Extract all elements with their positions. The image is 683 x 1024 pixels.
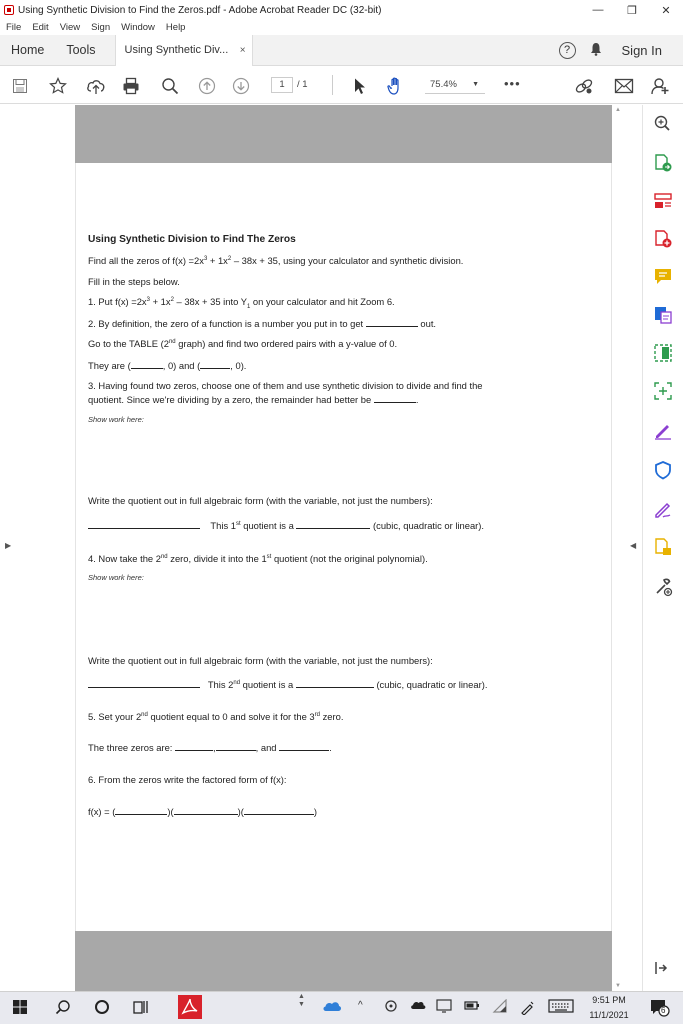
tab-bar — [0, 35, 683, 66]
page-down-icon[interactable] — [231, 76, 251, 96]
clock-date: 11/1/2021 — [589, 1010, 629, 1020]
onedrive-icon[interactable] — [322, 999, 342, 1016]
page-gap-top — [75, 105, 612, 163]
pen-tray-icon[interactable] — [520, 999, 536, 1018]
clock-time: 9:51 PM — [592, 995, 626, 1005]
task-view-icon[interactable] — [133, 999, 149, 1018]
show-work-label-2: Show work here: — [88, 573, 144, 582]
step-4-text: 4. Now take the 2nd zero, divide it into the 1st quotient (not the original polynomial). — [88, 553, 428, 564]
write-quotient-text: Write the quotient out in full algebraic form (with the variable, not just the numbers): — [88, 495, 433, 506]
page-number-input[interactable]: 1 — [271, 77, 293, 93]
edit-pdf-icon[interactable] — [653, 305, 673, 325]
tab-document[interactable] — [115, 35, 253, 66]
menu-bar — [0, 20, 683, 35]
page-total: / 1 — [297, 79, 308, 90]
organize-pages-icon[interactable] — [653, 191, 673, 211]
step-1-text: 1. Put $f(x) =2x^3 + 1x^2 - 38x + 35$ into $Y_1$ on your calculator and hit Zoom 6. — [88, 296, 395, 310]
cloud-tray-icon[interactable] — [410, 999, 426, 1014]
zoom-search-icon[interactable] — [160, 76, 180, 96]
export-pdf-icon[interactable] — [653, 153, 673, 173]
step-5-text: 5. Set your 2nd quotient equal to 0 and solve it for the 3rd zero. — [88, 711, 344, 722]
email-icon[interactable] — [614, 76, 634, 96]
factored-form-line: f(x) = ( )( )( ) — [88, 806, 317, 817]
second-quotient-line: This 2nd quotient is a (cubic, quadratic or linear). — [88, 679, 487, 690]
toolbar-divider — [332, 75, 333, 95]
share-link-icon[interactable] — [574, 76, 594, 96]
minimize-button[interactable]: — — [592, 4, 604, 16]
acrobat-taskbar-icon[interactable] — [178, 995, 202, 1022]
help-icon[interactable]: ? — [559, 42, 576, 59]
show-work-label: Show work here: — [88, 415, 144, 424]
chevron-up-icon[interactable]: ^ — [358, 1000, 363, 1011]
step-6-text: 6. From the zeros write the factored form of f(x): — [88, 774, 287, 785]
select-cursor-icon[interactable] — [350, 76, 370, 96]
write-quotient-text-2: Write the quotient out in full algebraic form (with the variable, not just the numbers): — [88, 655, 433, 666]
close-window-button[interactable]: ✕ — [661, 4, 671, 17]
cloud-upload-icon[interactable] — [86, 76, 106, 96]
window-title: Using Synthetic Division to Find the Zeros.pdf - Adobe Acrobat Reader DC (32-bit) — [18, 4, 382, 16]
wifi-icon[interactable] — [492, 999, 508, 1016]
fill-sign-icon[interactable] — [653, 420, 673, 440]
menu-edit[interactable]: Edit — [32, 22, 49, 33]
scan-icon[interactable] — [653, 381, 673, 401]
notification-count: 6 — [661, 1006, 666, 1015]
search-icon[interactable] — [55, 999, 71, 1018]
menu-help[interactable]: Help — [165, 22, 186, 33]
document-heading: Using Synthetic Division to Find The Zeros — [88, 234, 296, 245]
cortana-icon[interactable] — [94, 999, 110, 1018]
collapse-rail-icon[interactable] — [653, 960, 673, 980]
page-up-icon[interactable] — [197, 76, 217, 96]
action-center-icon[interactable] — [650, 999, 670, 1020]
tab-tools[interactable]: Tools — [66, 43, 96, 57]
zoom-level-value: 75.4% — [430, 79, 457, 90]
zoom-in-icon[interactable] — [653, 114, 673, 134]
restore-button[interactable]: ❐ — [627, 4, 637, 17]
print-icon[interactable] — [121, 76, 141, 96]
acrobat-app-icon — [4, 5, 14, 15]
protect-icon[interactable] — [653, 460, 673, 480]
step-2-text: 2. By definition, the zero of a function is a number you put in to get out. — [88, 318, 437, 329]
scroll-up-icon[interactable]: ▲ — [615, 107, 621, 113]
tab-home[interactable]: Home — [11, 43, 45, 57]
taskbar-scroll-icon[interactable]: ▲ ▼ — [298, 993, 305, 1008]
collapse-right-pane-icon[interactable]: ◀ — [630, 541, 637, 550]
zoom-level-select[interactable] — [425, 77, 485, 94]
create-pdf-icon[interactable] — [653, 229, 673, 249]
more-tools-icon[interactable] — [653, 577, 673, 597]
page-gap-bottom — [75, 931, 612, 991]
system-clock[interactable] — [584, 993, 634, 1023]
comment-icon[interactable] — [653, 267, 673, 287]
instructions-line: Find all the zeros of $f(x) =2x^3 + 1x^2 - 38x + 35$, using your calculator and synthetic division. — [88, 255, 464, 266]
windows-start-icon[interactable] — [13, 1000, 27, 1017]
compress-icon[interactable] — [653, 343, 673, 363]
step-3-line-1: 3. Having found two zeros, choose one of them and use synthetic division to divide and find the — [88, 380, 483, 391]
hand-tool-icon[interactable] — [386, 76, 406, 96]
close-tab-icon[interactable]: × — [239, 44, 246, 56]
keyboard-icon[interactable] — [548, 999, 574, 1016]
menu-view[interactable]: View — [59, 22, 81, 33]
send-review-icon[interactable] — [653, 537, 673, 557]
display-tray-icon[interactable] — [436, 999, 452, 1016]
vertical-scrollbar[interactable] — [614, 105, 624, 991]
first-quotient-line: This 1st quotient is a (cubic, quadratic or linear). — [88, 520, 484, 531]
request-signature-icon[interactable] — [653, 499, 673, 519]
fill-steps-text: Fill in the steps below. — [88, 276, 180, 287]
battery-icon[interactable] — [464, 999, 480, 1014]
chevron-down-icon: ▼ — [472, 81, 479, 88]
share-user-icon[interactable] — [650, 76, 670, 96]
menu-file[interactable]: File — [6, 22, 22, 33]
three-zeros-text: The three zeros are: , , and . — [88, 742, 332, 753]
security-tray-icon[interactable] — [384, 999, 398, 1016]
document-tab-label: Using Synthetic Div... — [124, 44, 229, 56]
menu-sign[interactable]: Sign — [91, 22, 111, 33]
save-icon[interactable] — [10, 76, 30, 96]
notification-bell-icon[interactable] — [590, 42, 602, 59]
menu-window[interactable]: Window — [121, 22, 155, 33]
bookmark-star-icon[interactable] — [48, 76, 68, 96]
sign-in-button[interactable]: Sign In — [621, 42, 662, 58]
title-bar — [0, 0, 683, 20]
goto-table-text: Go to the TABLE (2nd graph) and find two ordered pairs with a y-value of 0. — [88, 338, 398, 349]
step-3-line-2: quotient. Since we're dividing by a zero, the remainder had better be . — [88, 394, 419, 405]
ordered-pairs-text: They are ( , 0) and ( , 0). — [88, 360, 247, 371]
scroll-down-icon[interactable]: ▼ — [615, 983, 621, 989]
more-tools-menu[interactable]: ••• — [504, 76, 521, 91]
expand-left-pane-icon[interactable]: ▶ — [5, 541, 12, 550]
